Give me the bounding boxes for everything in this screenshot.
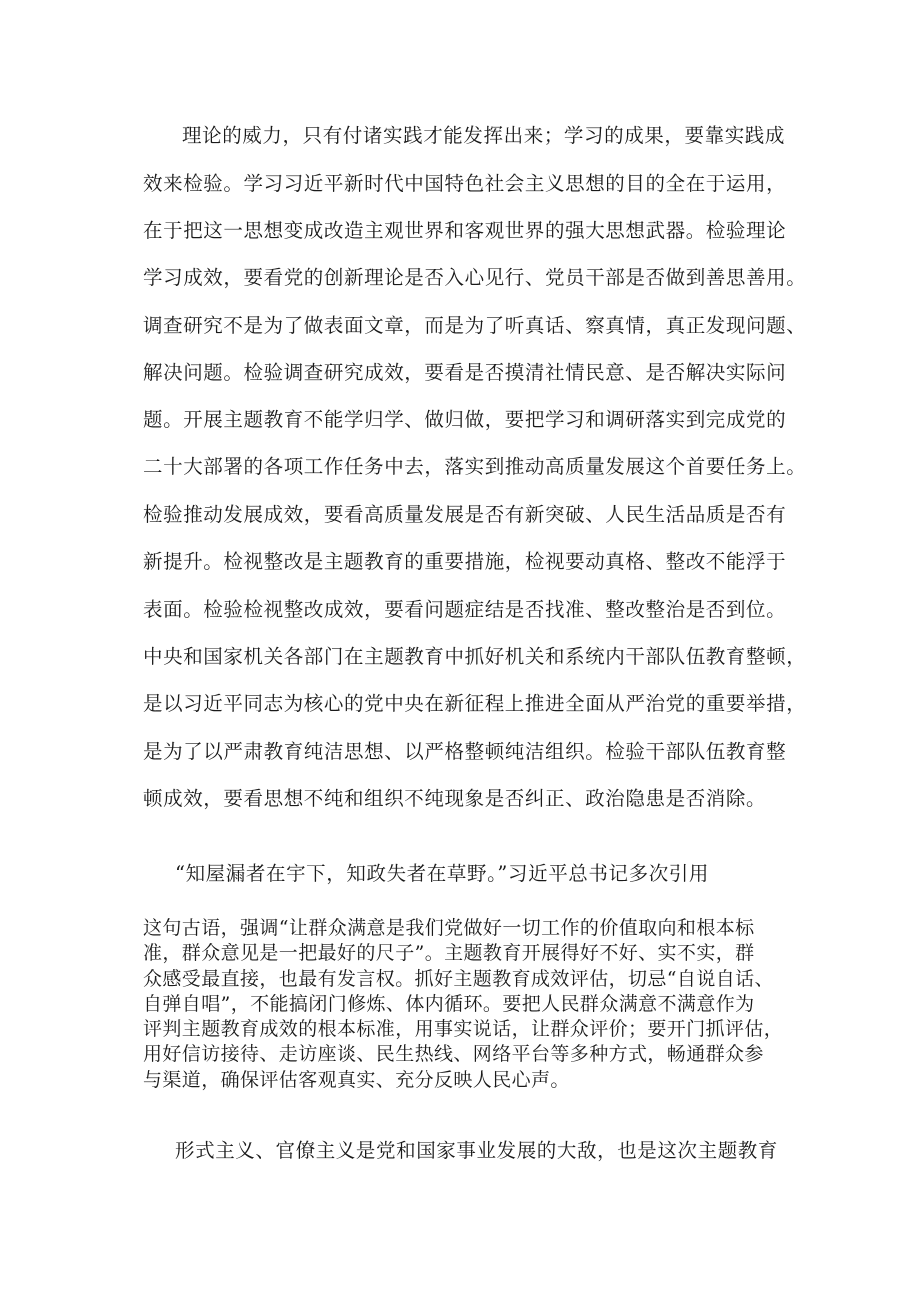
paragraph-1-line: 题。开展主题教育不能学归学、做归做，要把学习和调研落实到完成党的: [143, 408, 787, 431]
paragraph-1-line: 顿成效，要看思想不纯和组织不纯现象是否纠正、政治隐患是否消除。: [143, 787, 767, 810]
paragraph-1-line: 学习成效，要看党的创新理论是否入心见行、党员干部是否做到善思善用。: [143, 266, 807, 289]
paragraph-1-line: 表面。检验检视整改成效，要看问题症结是否找准、整改整治是否到位。: [143, 598, 787, 621]
paragraph-1-line: 新提升。检视整改是主题教育的重要措施，检视要动真格、整改不能浮于: [143, 550, 787, 573]
paragraph-1-line: 是为了以严肃教育纯洁思想、以严格整顿纯洁组织。检验干部队伍教育整: [143, 740, 787, 763]
paragraph-2-line: 准，群众意见是一把最好的尺子”。主题教育开展得好不好、实不实，群: [143, 942, 755, 965]
paragraph-1-line: 在于把这一思想变成改造主观世界和客观世界的强大思想武器。检验理论: [143, 219, 787, 242]
paragraph-1-line: 二十大部署的各项工作任务中去，落实到推动高质量发展这个首要任务上。: [143, 455, 807, 478]
paragraph-1-line: 理论的威力，只有付诸实践才能发挥出来；学习的成果，要靠实践成: [182, 124, 786, 147]
paragraph-2-line: 众感受最直接，也最有发言权。抓好主题教育成效评估，切忌“自说自话、: [143, 967, 774, 990]
paragraph-2-line: 这句古语，强调“让群众满意是我们党做好一切工作的价值取向和根本标: [143, 917, 755, 939]
paragraph-2-line: 自弹自唱”，不能搞闭门修炼、体内循环。要把人民群众满意不满意作为: [143, 992, 755, 1015]
paragraph-2-first-line: “知屋漏者在宇下，知政失者在草野。”习近平总书记多次引用: [175, 862, 709, 885]
paragraph-2-line: 与渠道，确保评估客观真实、充分反映人民心声。: [143, 1068, 570, 1091]
paragraph-2-line: 用好信访接待、走访座谈、民生热线、网络平台等多种方式，畅通群众参: [143, 1043, 764, 1066]
paragraph-1-line: 效来检验。学习习近平新时代中国特色社会主义思想的目的全在于运用，: [143, 172, 787, 195]
paragraph-1-line: 检验推动发展成效，要看高质量发展是否有新突破、人民生活品质是否有: [143, 503, 787, 526]
paragraph-1-line: 是以习近平同志为核心的党中央在新征程上推进全面从严治党的重要举措，: [143, 692, 807, 715]
paragraph-1-line: 解决问题。检验调查研究成效，要看是否摸清社情民意、是否解决实际问: [143, 361, 787, 384]
paragraph-1-line: 中央和国家机关各部门在主题教育中抓好机关和系统内干部队伍教育整顿，: [143, 645, 807, 668]
paragraph-1-line: 调查研究不是为了做表面文章，而是为了听真话、察真情，真正发现问题、: [143, 314, 807, 337]
paragraph-2-body: [143, 916, 803, 1093]
paragraph-2-line: 评判主题教育成效的根本标准，用事实说话，让群众评价；要开门抓评估，: [143, 1018, 784, 1041]
paragraph-3-first-line: 形式主义、官僚主义是党和国家事业发展的大敌，也是这次主题教育: [175, 1139, 779, 1162]
